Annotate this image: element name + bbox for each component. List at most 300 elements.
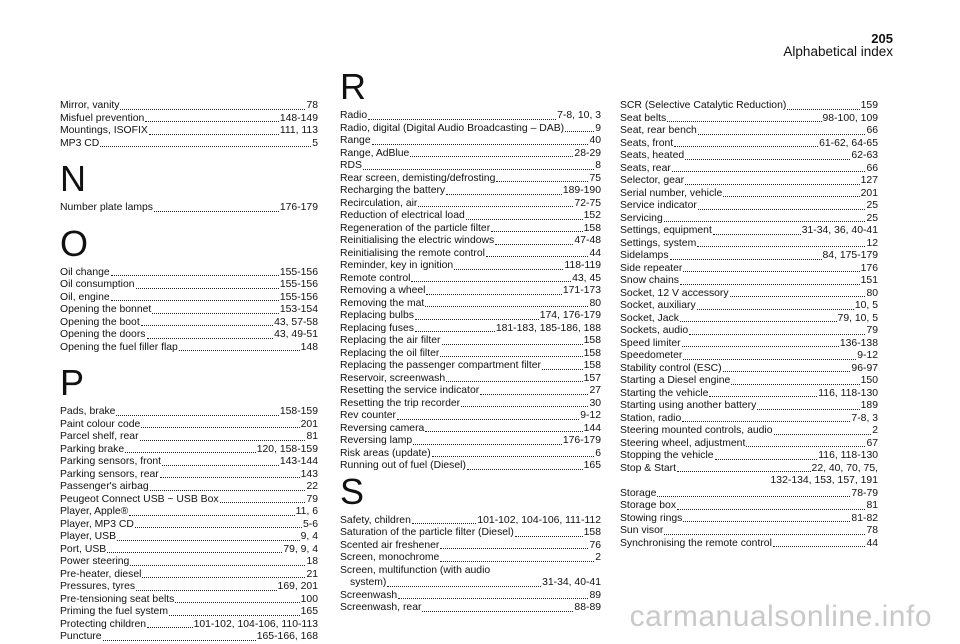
index-entry-topic: Starting using another battery (620, 400, 757, 411)
index-entry-pages: 27 (589, 385, 601, 396)
index-entry-pages: 116, 118-130 (818, 387, 878, 399)
index-entry-topic: Storage box (620, 500, 677, 511)
index-entry-topic: Selector, gear (620, 175, 685, 186)
index-entry[interactable] (620, 100, 878, 113)
index-entry-topic: Priming the fuel system (60, 606, 168, 617)
index-entry[interactable] (60, 631, 318, 644)
index-entry-topic: Rev counter (340, 410, 397, 421)
dot-leader (680, 284, 860, 285)
index-entry-pages: 158 (583, 222, 601, 234)
dot-leader (685, 184, 860, 185)
index-entry[interactable] (60, 100, 318, 113)
dot-leader (446, 381, 583, 382)
index-entry-topic: Removing the mat (340, 297, 425, 309)
index-entry-pages: 9, 4 (300, 531, 318, 542)
index-entry-pages: 25 (866, 200, 878, 211)
index-entry[interactable] (620, 413, 878, 426)
index-entry[interactable] (340, 323, 601, 336)
index-entry-topic: Range, AdBlue (340, 147, 410, 159)
index-entry[interactable] (620, 150, 878, 163)
index-entry[interactable] (60, 138, 318, 151)
index-entry-pages: 44 (866, 537, 878, 549)
dot-leader (683, 359, 856, 360)
dot-leader (446, 194, 562, 195)
dot-leader (135, 527, 302, 528)
index-entry[interactable] (340, 348, 601, 361)
index-entry[interactable] (340, 602, 601, 615)
index-entry-topic: Removing a wheel (340, 285, 426, 296)
index-entry[interactable] (340, 565, 601, 578)
dot-leader (467, 469, 583, 470)
dot-leader (398, 598, 588, 599)
index-entry[interactable] (60, 581, 318, 594)
dot-leader (723, 196, 859, 197)
index-entry[interactable] (620, 250, 878, 263)
index-entry-pages: 151 (860, 275, 878, 286)
index-entry-pages: 9-12 (857, 350, 878, 361)
dot-leader (117, 540, 300, 541)
index-entry[interactable] (340, 160, 601, 173)
index-entry-pages: 171-173 (562, 285, 601, 296)
index-entry[interactable] (340, 310, 601, 323)
index-entry[interactable] (620, 238, 878, 251)
index-entry-topic: Speedometer (620, 350, 683, 361)
index-entry-pages: 2 (595, 552, 601, 563)
index-entry-pages: 5-6 (302, 518, 318, 530)
index-entry[interactable] (620, 225, 878, 238)
index-entry-pages: 72-75 (574, 197, 601, 209)
dot-leader (111, 275, 279, 276)
index-entry-pages: 100 (300, 593, 318, 605)
index-entry[interactable] (60, 544, 318, 557)
index-entry-pages: 152 (583, 210, 601, 221)
index-entry-topic: Protecting children (60, 618, 147, 630)
index-entry[interactable] (340, 210, 601, 223)
index-entry[interactable] (340, 298, 601, 311)
index-entry-pages: 174, 176-179 (539, 310, 601, 321)
index-entry[interactable] (340, 540, 601, 553)
index-entry[interactable] (620, 138, 878, 151)
index-entry[interactable] (60, 619, 318, 632)
index-entry-pages: 79, 10, 5 (837, 312, 878, 324)
index-entry-pages: 143 (300, 468, 318, 480)
dot-leader (363, 169, 594, 170)
index-entry[interactable] (620, 300, 878, 313)
index-entry-pages: 158 (583, 527, 601, 538)
index-entry-topic: Pads, brake (60, 406, 116, 417)
index-entry[interactable] (620, 500, 878, 513)
dot-leader (683, 521, 850, 522)
index-entry-pages: 101-102, 104-106, 110-113 (193, 618, 318, 630)
index-entry-topic: RDS (340, 160, 362, 171)
index-entry-topic: system) (350, 577, 387, 588)
index-entry-pages: 10, 5 (854, 300, 878, 311)
index-entry[interactable] (620, 463, 878, 476)
dot-leader (757, 409, 859, 410)
dot-leader (141, 325, 273, 326)
dot-leader (480, 394, 588, 395)
index-entry[interactable] (60, 494, 318, 507)
dot-leader (667, 121, 821, 122)
index-entry[interactable] (340, 110, 601, 123)
index-entry[interactable] (340, 223, 601, 236)
index-entry-topic: Sun visor (620, 525, 664, 536)
index-entry-topic: Socket, auxiliary (620, 300, 696, 311)
index-entry-pages: 176 (860, 262, 878, 274)
index-entry-topic: Reinitialising the remote control (340, 247, 485, 259)
index-entry-pages: 88-89 (574, 602, 601, 613)
index-entry-pages: 127 (860, 175, 878, 186)
index-entry[interactable] (620, 538, 878, 551)
index-entry-topic: Starting the vehicle (620, 387, 709, 399)
dot-leader (412, 523, 477, 524)
index-entry[interactable] (60, 342, 318, 355)
index-entry-pages: 189 (860, 400, 878, 411)
dot-leader (565, 131, 594, 132)
index-entry-pages: 176-179 (279, 202, 318, 213)
index-entry-topic: Stopping the vehicle (620, 450, 714, 461)
index-entry-pages: 81-82 (851, 512, 878, 524)
index-entry-topic: Serial number, vehicle (620, 187, 723, 199)
index-entry[interactable] (60, 606, 318, 619)
index-entry[interactable] (620, 275, 878, 288)
index-entry[interactable] (340, 360, 601, 373)
section-title: Alphabetical index (783, 44, 893, 59)
index-entry-pages: 76 (589, 539, 601, 551)
index-entry[interactable] (620, 188, 878, 201)
index-entry[interactable] (620, 525, 878, 538)
index-entry-topic: Remote control (340, 272, 411, 284)
index-entry-topic: Oil, engine (60, 291, 110, 303)
index-entry-topic: Player, Apple® (60, 506, 129, 517)
index-entry-topic: Opening the boot (60, 316, 140, 328)
dot-leader (162, 465, 279, 466)
index-entry-topic: Regeneration of the particle filter (340, 222, 491, 234)
index-entry-topic: Oil consumption (60, 279, 135, 290)
index-entry-pages: 7-8, 10, 3 (557, 110, 601, 121)
index-entry[interactable] (340, 590, 601, 603)
index-entry-pages: 165-166, 168 (256, 631, 318, 642)
index-entry-pages: 80 (589, 297, 601, 309)
index-entry[interactable] (620, 350, 878, 363)
dot-leader (682, 421, 850, 422)
dot-leader (442, 344, 583, 345)
dot-leader (731, 384, 859, 385)
dot-leader (147, 338, 274, 339)
index-entry[interactable] (60, 569, 318, 582)
index-entry-topic: Scented air freshener (340, 539, 440, 551)
index-entry-pages: 31-34, 36, 40-41 (801, 225, 878, 236)
index-entry-pages: 75 (589, 172, 601, 184)
index-entry[interactable] (60, 329, 318, 342)
index-entry[interactable] (620, 363, 878, 376)
dot-leader (680, 321, 837, 322)
index-entry[interactable] (60, 279, 318, 292)
dot-leader (154, 211, 279, 212)
index-entry-topic: Socket, Jack (620, 312, 679, 324)
index-entry[interactable] (620, 263, 878, 276)
index-entry-pages: 89 (589, 589, 601, 601)
dot-leader (683, 271, 859, 272)
index-entry[interactable] (340, 385, 601, 398)
index-entry-topic: Misfuel prevention (60, 112, 145, 124)
index-entry[interactable] (340, 577, 601, 590)
index-entry[interactable] (620, 513, 878, 526)
index-entry[interactable] (620, 388, 878, 401)
index-entry-topic: Player, USB (60, 531, 117, 542)
index-entry-topic: Storage (620, 487, 657, 499)
index-entry[interactable] (60, 406, 318, 419)
dot-leader (426, 294, 561, 295)
dot-leader (387, 586, 541, 587)
index-entry-pages: 158 (583, 347, 601, 359)
index-entry[interactable] (340, 248, 601, 261)
index-entry-pages: 101-102, 104-106, 111-112 (477, 514, 601, 526)
dot-leader (677, 471, 811, 472)
index-entry[interactable] (340, 460, 601, 473)
dot-leader (774, 434, 872, 435)
dot-leader (730, 296, 866, 297)
index-entry-topic: Snow chains (620, 275, 679, 286)
dot-leader (723, 371, 851, 372)
index-entry[interactable] (60, 292, 318, 305)
index-entry[interactable] (620, 200, 878, 213)
index-entry-topic: Screenwash, rear (340, 602, 422, 613)
dot-leader (773, 546, 866, 547)
index-entry[interactable] (60, 469, 318, 482)
index-entry[interactable] (340, 260, 601, 273)
index-entry[interactable] (60, 267, 318, 280)
dot-leader (670, 259, 822, 260)
index-entry-topic: Number plate lamps (60, 202, 153, 213)
index-entry-topic: Starting a Diesel engine (620, 375, 731, 386)
index-entry-topic: Resetting the service indicator (340, 385, 480, 396)
index-entry[interactable] (620, 438, 878, 451)
index-entry-topic: Parking sensors, front (60, 456, 162, 467)
dot-leader (466, 219, 583, 220)
dot-leader (715, 459, 818, 460)
index-entry-pages: 155-156 (279, 266, 318, 278)
index-entry-pages: 181-183, 185-186, 188 (495, 322, 601, 334)
dot-leader (495, 244, 573, 245)
index-entry-topic: Screenwash (340, 589, 398, 601)
index-entry-topic: Opening the fuel filler flap (60, 341, 178, 353)
index-entry[interactable] (620, 338, 878, 351)
index-entry-topic: Replacing fuses (340, 322, 414, 334)
index-entry-pages: 43, 45 (572, 272, 601, 284)
dot-leader (496, 181, 588, 182)
index-entry[interactable] (340, 515, 601, 528)
dot-leader (397, 419, 579, 420)
index-entry[interactable] (620, 375, 878, 388)
index-entry[interactable] (340, 335, 601, 348)
index-entry-pages: 148-149 (279, 112, 318, 124)
index-entry-topic: Seats, rear (620, 162, 671, 174)
index-entry-topic: Puncture (60, 631, 102, 642)
index-entry-pages: 158 (583, 360, 601, 371)
index-entry-pages: 61-62, 64-65 (819, 137, 878, 149)
dot-leader (179, 350, 300, 351)
index-entry[interactable] (340, 185, 601, 198)
index-entry-pages: 79, 9, 4 (283, 543, 318, 555)
index-entry-pages: 158 (583, 335, 601, 346)
index-entry[interactable] (60, 125, 318, 138)
index-entry[interactable] (340, 398, 601, 411)
index-entry[interactable] (60, 506, 318, 519)
index-entry[interactable] (620, 450, 878, 463)
index-entry-pages: 155-156 (279, 291, 318, 303)
index-entry-topic: Rear screen, demisting/defrosting (340, 172, 496, 184)
index-entry-pages: 22, 40, 70, 75, (811, 462, 878, 474)
index-entry-pages: 21 (306, 568, 318, 580)
index-entry[interactable] (340, 198, 601, 211)
index-entry-topic: Seat, rear bench (620, 125, 697, 136)
index-entry[interactable] (620, 488, 878, 501)
index-entry[interactable] (340, 410, 601, 423)
index-entry[interactable] (60, 456, 318, 469)
index-entry[interactable] (60, 202, 318, 215)
index-entry-topic: MP3 CD (60, 137, 100, 149)
dot-leader (147, 627, 193, 628)
dot-leader (111, 300, 279, 301)
index-entry[interactable] (340, 148, 601, 161)
index-entry-topic: Steering mounted controls, audio (620, 425, 773, 436)
dot-leader (136, 288, 279, 289)
index-entry[interactable] (340, 423, 601, 436)
index-entry-topic: Seat belts (620, 112, 667, 124)
index-entry[interactable] (60, 113, 318, 126)
index-entry-pages: 2 (872, 425, 878, 436)
index-entry[interactable] (340, 552, 601, 565)
index-entry-pages: 118-119 (564, 260, 601, 271)
dot-leader (674, 146, 818, 147)
dot-leader (698, 209, 866, 210)
index-entry-topic: Station, radio (620, 412, 682, 424)
dot-leader (486, 256, 588, 257)
index-entry[interactable] (340, 527, 601, 540)
index-entry-topic: Reduction of electrical load (340, 210, 465, 221)
index-entry[interactable] (60, 556, 318, 569)
index-entry[interactable] (60, 444, 318, 457)
index-entry-pages: 79 (866, 325, 878, 336)
dot-leader (411, 281, 571, 282)
index-entry-topic: Resetting the trip recorder (340, 397, 461, 409)
index-entry-topic: Stability control (ESC) (620, 362, 722, 374)
index-entry-topic: Socket, 12 V accessory (620, 287, 729, 299)
dot-leader (685, 159, 850, 160)
dot-leader (440, 548, 588, 549)
index-entry-topic: Parcel shelf, rear (60, 431, 139, 442)
index-entry[interactable] (620, 175, 878, 188)
index-entry[interactable] (340, 235, 601, 248)
index-entry[interactable] (620, 125, 878, 138)
index-entry-topic: Seats, front (620, 137, 674, 149)
index-entry-topic: Passenger's airbag (60, 481, 149, 492)
index-entry-pages: 96-97 (851, 362, 878, 374)
index-entry[interactable] (340, 448, 601, 461)
index-entry-pages: 28-29 (574, 147, 601, 159)
index-entry-pages: 176-179 (562, 435, 601, 446)
index-entry-pages: 6 (595, 447, 601, 459)
index-entry[interactable] (620, 425, 878, 438)
index-letter-heading: P (60, 362, 85, 403)
index-entry-topic: Sockets, audio (620, 325, 689, 336)
index-entry[interactable] (340, 123, 601, 136)
index-entry-pages: 66 (866, 125, 878, 136)
index-entry[interactable] (340, 373, 601, 386)
dot-leader (220, 502, 306, 503)
index-entry-pages: 78 (306, 100, 318, 111)
index-entry-pages: 66 (866, 162, 878, 174)
index-entry[interactable] (340, 135, 601, 148)
dot-leader (149, 134, 279, 135)
index-entry[interactable] (60, 531, 318, 544)
index-entry[interactable] (340, 435, 601, 448)
index-entry-pages: 84, 175-179 (822, 250, 878, 261)
index-entry[interactable] (60, 419, 318, 432)
index-entry[interactable] (340, 285, 601, 298)
index-entry[interactable] (620, 325, 878, 338)
index-entry-pages: 116, 118-130 (818, 450, 878, 461)
index-entry-topic: Safety, children (340, 514, 411, 526)
index-entry-pages: 9-12 (580, 410, 601, 421)
index-entry-pages: 165 (300, 606, 318, 617)
index-entry-pages: 143-144 (279, 456, 318, 467)
index-entry-pages: 80 (866, 287, 878, 299)
dot-leader (672, 171, 866, 172)
index-entry[interactable] (60, 481, 318, 494)
index-entry-pages: 157 (583, 372, 601, 384)
index-entry-pages-continued: 132-134, 153, 157, 191 (770, 475, 878, 486)
dot-leader (116, 415, 278, 416)
index-entry[interactable] (60, 304, 318, 317)
index-entry[interactable] (60, 594, 318, 607)
index-entry[interactable] (620, 163, 878, 176)
index-entry[interactable] (620, 288, 878, 301)
index-entry[interactable] (340, 273, 601, 286)
index-entry-topic: Opening the bonnet (60, 304, 152, 315)
index-entry-topic: Pre-heater, diesel (60, 568, 142, 580)
dot-leader (697, 309, 854, 310)
index-entry[interactable] (60, 317, 318, 330)
index-entry[interactable] (620, 313, 878, 326)
index-entry-topic: Radio, digital (Digital Audio Broadcasting – DAB) (340, 122, 565, 134)
dot-leader (664, 534, 865, 535)
index-entry-topic: Reversing lamp (340, 435, 413, 446)
dot-leader (368, 119, 556, 120)
index-entry-pages: 25 (866, 212, 878, 224)
index-entry-pages: 18 (306, 556, 318, 567)
index-entry[interactable] (60, 431, 318, 444)
index-entry-pages: 30 (589, 397, 601, 409)
index-entry[interactable] (620, 113, 878, 126)
index-entry-topic: Radio (340, 110, 368, 121)
index-entry-pages: 136-138 (839, 337, 878, 349)
index-entry[interactable] (620, 400, 878, 413)
index-entry-topic: Reinitialising the electric windows (340, 235, 495, 246)
index-entry-topic: Side repeater (620, 262, 683, 274)
index-entry[interactable] (620, 213, 878, 226)
index-entry[interactable] (60, 519, 318, 532)
dot-leader (145, 121, 279, 122)
index-entry[interactable] (340, 173, 601, 186)
dot-leader (160, 477, 300, 478)
index-letter-heading: N (60, 158, 86, 199)
dot-leader (129, 515, 294, 516)
index-entry-topic: Screen, multifunction (with audio (340, 564, 491, 576)
dot-leader (440, 561, 594, 562)
dot-leader (491, 231, 582, 232)
